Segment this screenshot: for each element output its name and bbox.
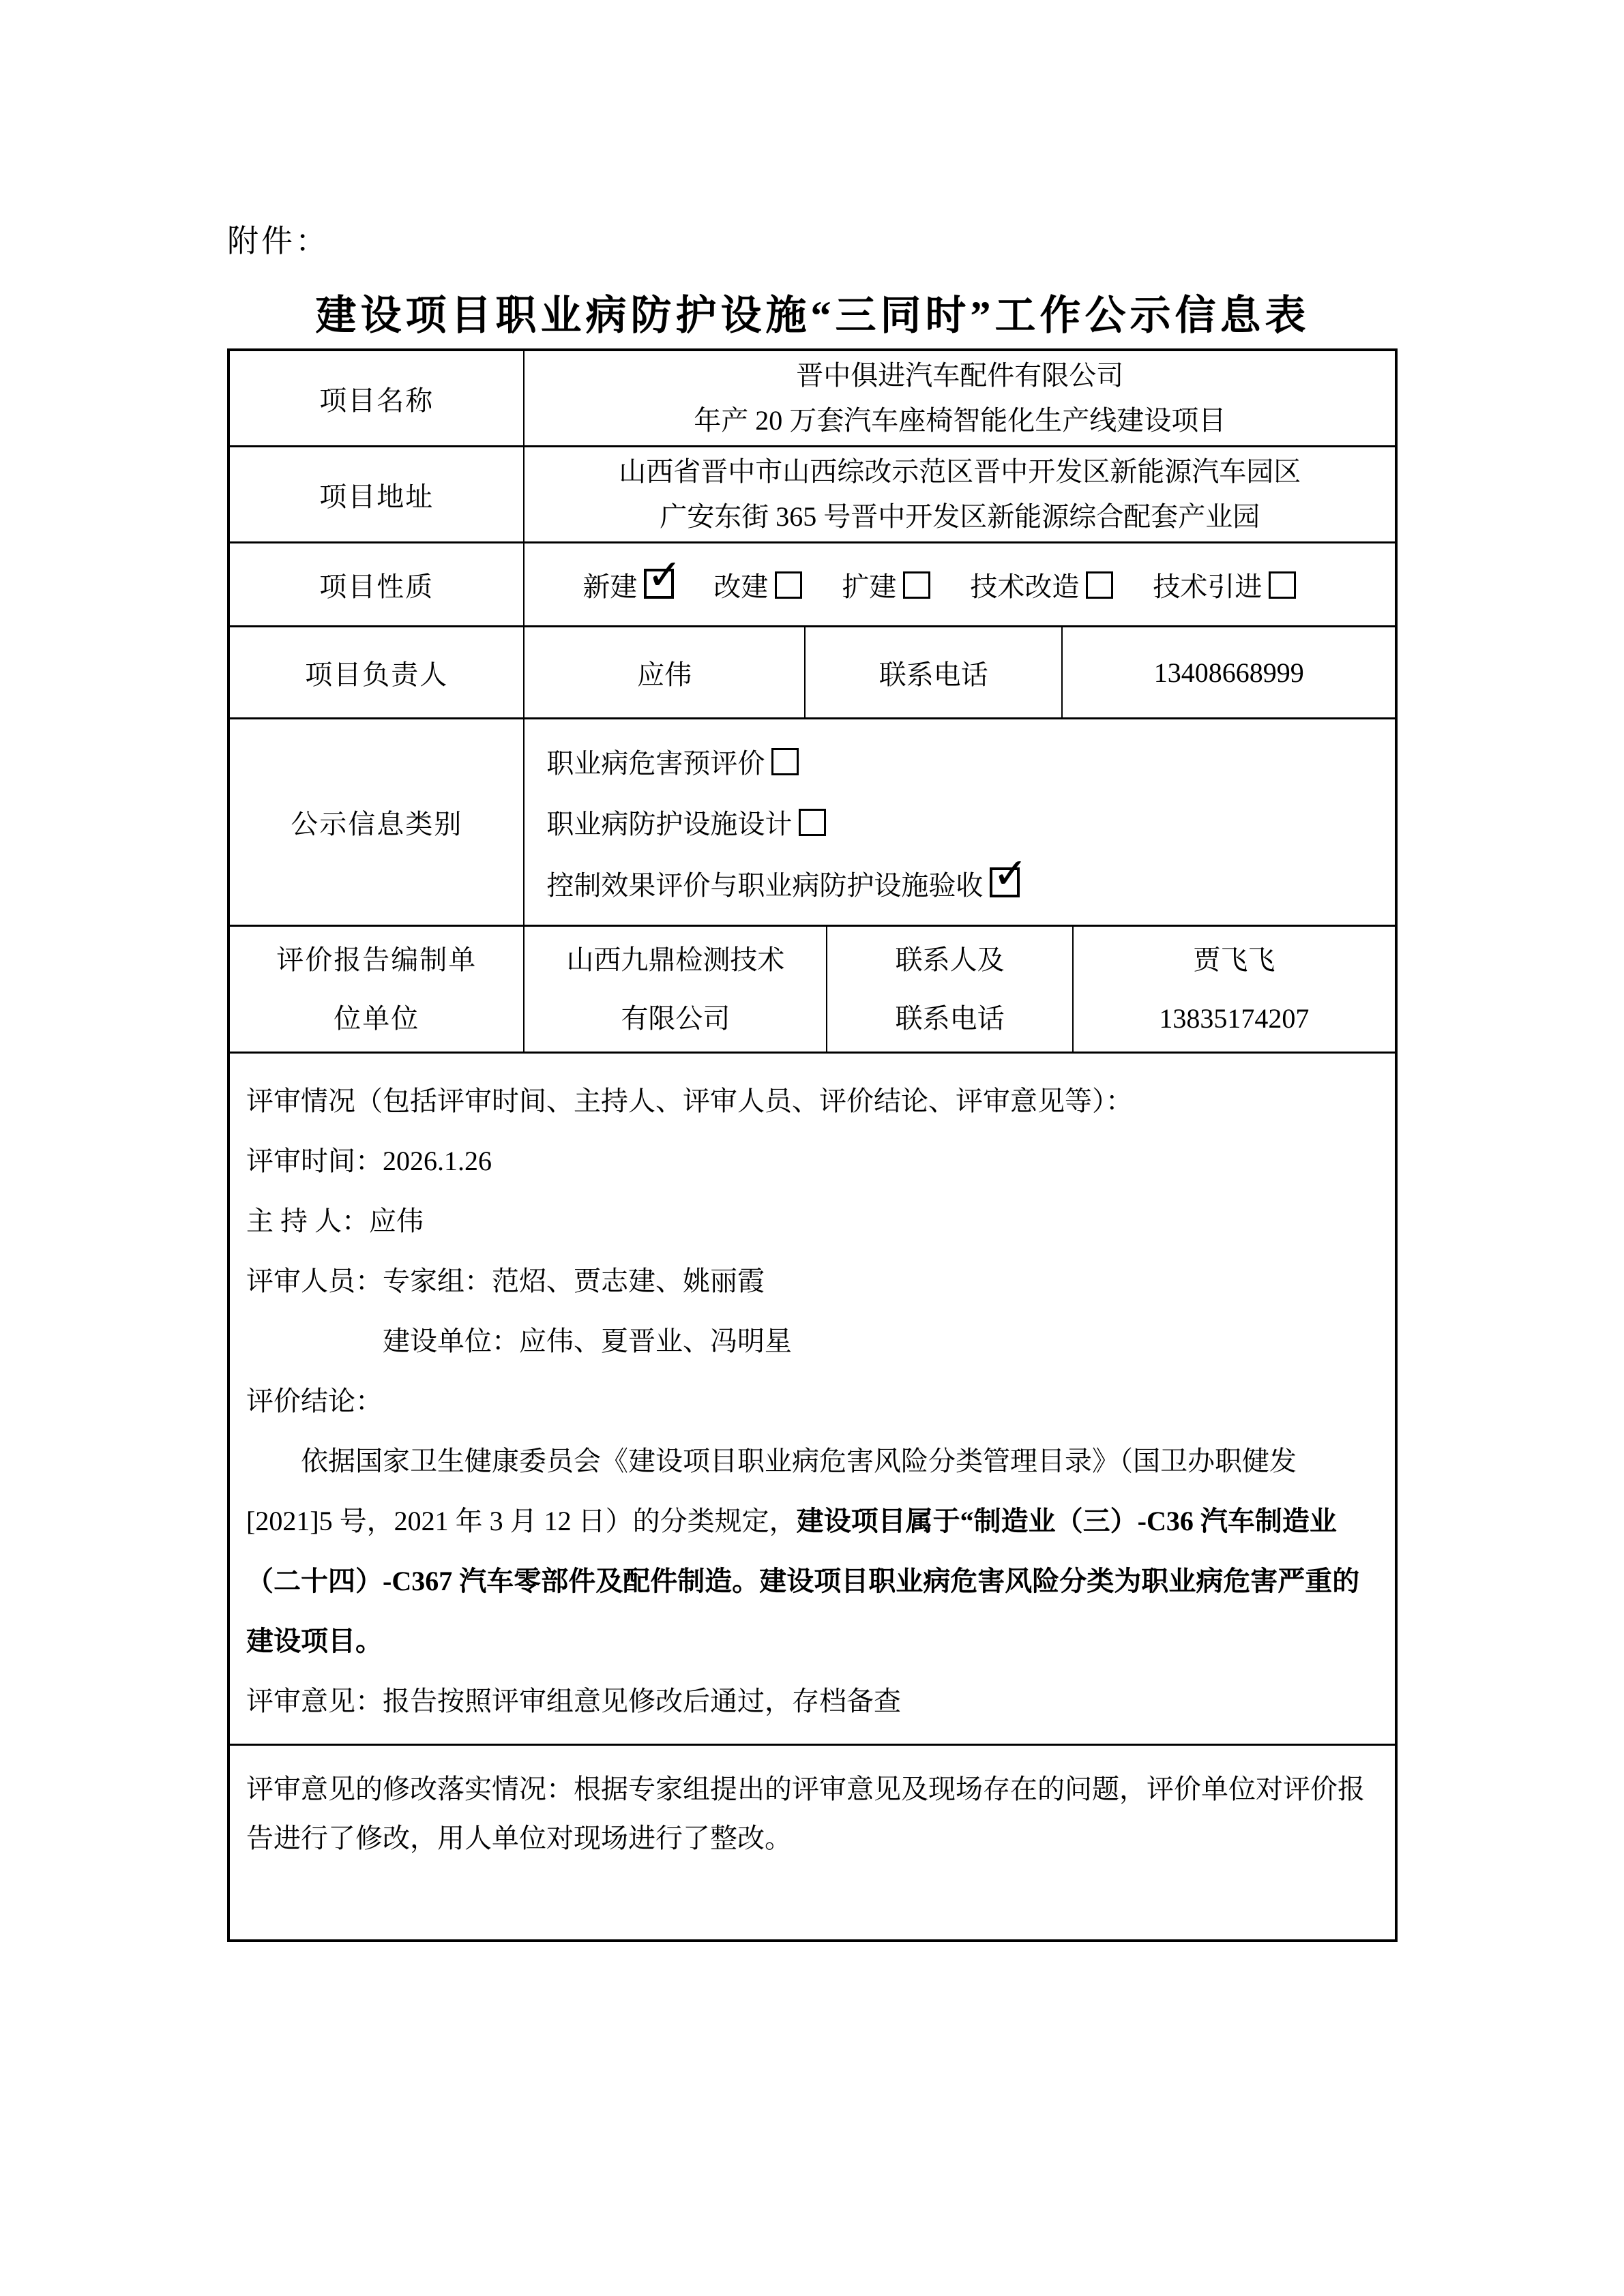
project-name-line1: 晋中俱进汽车配件有限公司 [796, 360, 1124, 391]
category-option-acceptance-label: 控制效果评价与职业病防护设施验收 [546, 869, 984, 901]
leader-phone-label: 联系电话 [804, 627, 1061, 717]
nature-option-expand-label: 扩建 [842, 571, 897, 602]
info-category-label: 公示信息类别 [291, 809, 463, 839]
nature-option-new-label: 新建 [582, 571, 638, 602]
category-option-acceptance [546, 864, 1020, 903]
row-report-unit [230, 927, 1395, 1054]
conclusion-normal-text: 依据国家卫生健康委员会《建设项目职业病危害风险分类管理目录》（国卫办职健发[2021]5 号，2021 年 3 月 12 日）的分类规定， [246, 1446, 1297, 1536]
nature-option-tech-transform-label: 技术改造 [970, 571, 1080, 602]
nature-option-tech-import-label: 技术引进 [1153, 571, 1263, 602]
document-title: 建设项目职业病防护设施“三同时”工作公示信息表 [315, 293, 1310, 338]
nature-option-rebuild [713, 565, 802, 604]
conclusion-bold-text: 建设项目属于“制造业（三）-C36 汽车制造业（二十四）-C367 汽车零部件及配件制造。建设项目职业病危害风险分类为职业病危害严重的建设项目。 [246, 1506, 1360, 1656]
category-option-pre-evaluation-label: 职业病危害预评价 [546, 747, 765, 779]
review-host: 主 持 人：应伟 [246, 1206, 424, 1236]
review-heading: 评审情况（包括评审时间、主持人、评审人员、评价结论、评审意见等）： [246, 1086, 1133, 1116]
row-review-details [230, 1054, 1395, 1746]
info-category-options [523, 719, 1395, 925]
leader-phone-value: 13408668999 [1061, 627, 1395, 717]
row-project-address [230, 447, 1395, 543]
category-option-pre-evaluation [546, 742, 799, 781]
review-members-experts: 评审人员：专家组：范炤、贾志建、姚丽霞 [246, 1266, 765, 1296]
review-time: 评审时间：2026.1.26 [246, 1146, 492, 1176]
checkbox-expand[interactable] [903, 571, 930, 599]
nature-option-new [582, 565, 674, 604]
project-name-line2: 年产 20 万套汽车座椅智能化生产线建设项目 [694, 405, 1226, 436]
report-unit-label-line2: 位单位 [334, 1002, 420, 1034]
review-details [230, 1054, 1395, 1744]
project-address-line2: 广安东街 365 号晋中开发区新能源综合配套产业园 [660, 501, 1260, 532]
project-nature-options [523, 543, 1395, 625]
report-unit-contact-label [826, 927, 1072, 1052]
row-implementation [230, 1746, 1395, 1939]
project-leader-label: 项目负责人 [305, 659, 449, 690]
row-info-category [230, 719, 1395, 927]
nature-option-tech-transform [970, 565, 1113, 604]
checkbox-new-construction[interactable] [644, 569, 674, 599]
row-project-leader [230, 627, 1395, 719]
checkbox-tech-transform[interactable] [1086, 571, 1113, 599]
project-nature-label: 项目性质 [319, 571, 434, 602]
implementation-text: 评审意见的修改落实情况：根据专家组提出的评审意见及现场存在的问题，评价单位对评价报告进行了修改，用人单位对现场进行了整改。 [246, 1774, 1365, 1853]
review-opinion: 评审意见：报告按照评审组意见修改后通过，存档备查 [246, 1686, 901, 1716]
implementation-section [230, 1746, 1395, 1939]
report-unit-contact-phone: 13835174207 [1159, 1002, 1310, 1034]
report-unit-contact-name: 贾飞飞 [1193, 944, 1275, 975]
row-project-name [230, 351, 1395, 447]
project-address-line1: 山西省晋中市山西综改示范区晋中开发区新能源汽车园区 [619, 456, 1301, 487]
review-members-builder: 建设单位：应伟、夏晋业、冯明星 [383, 1326, 792, 1356]
row-project-nature [230, 543, 1395, 627]
checkbox-rebuild[interactable] [775, 571, 802, 599]
review-conclusion-paragraph [246, 1431, 1378, 1671]
checkbox-pre-evaluation[interactable] [771, 748, 799, 775]
review-conclusion-label: 评价结论： [246, 1386, 383, 1416]
report-unit-name [523, 927, 826, 1052]
project-name-label: 项目名称 [319, 385, 434, 416]
nature-option-tech-import [1153, 565, 1296, 604]
category-option-facility-design-label: 职业病防护设施设计 [546, 809, 793, 839]
nature-option-expand [842, 565, 930, 604]
report-unit-name-line2: 有限公司 [621, 1002, 730, 1034]
report-unit-contact-label-line1: 联系人及 [895, 944, 1005, 975]
attachment-label: 附件： [227, 224, 329, 258]
project-leader-name: 应伟 [523, 627, 804, 717]
report-unit-label-line1: 评价报告编制单 [276, 944, 477, 975]
checkbox-tech-import[interactable] [1269, 571, 1296, 599]
report-unit-contact-value [1072, 927, 1395, 1052]
project-name-value [523, 351, 1395, 445]
project-address-value [523, 447, 1395, 541]
report-unit-label [230, 927, 523, 1052]
checkbox-acceptance[interactable] [990, 867, 1020, 897]
checkbox-facility-design[interactable] [799, 809, 826, 836]
report-unit-name-line1: 山西九鼎检测技术 [566, 944, 785, 975]
info-table [227, 348, 1398, 1942]
category-option-facility-design [546, 803, 826, 841]
nature-option-rebuild-label: 改建 [713, 571, 769, 602]
project-address-label: 项目地址 [319, 481, 434, 512]
report-unit-contact-label-line2: 联系电话 [895, 1002, 1005, 1034]
